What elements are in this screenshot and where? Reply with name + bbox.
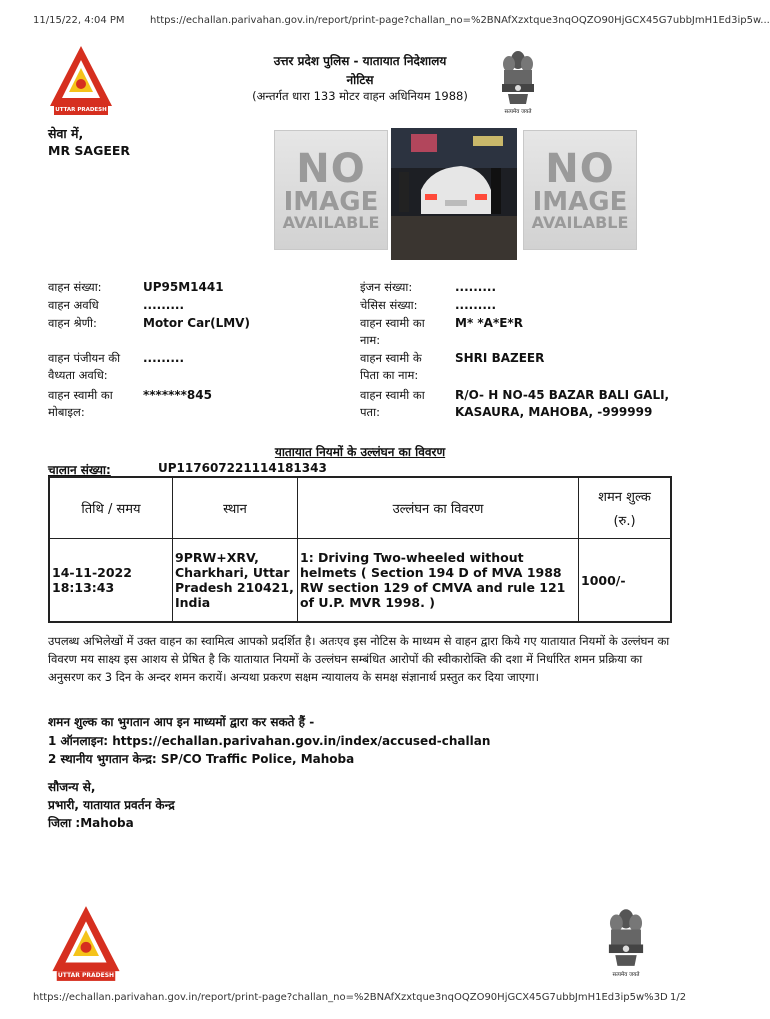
col-fine	[579, 477, 672, 539]
district	[48, 814, 134, 831]
reg-no-value: UP95M1441	[143, 280, 224, 294]
district-value: Mahoba	[80, 816, 134, 830]
chassis-value: .........	[455, 298, 497, 312]
courtesy-text: सौजन्य से,	[48, 780, 96, 794]
act-reference: (अन्तर्गत धारा 133 मोटर वाहन अधिनियम 1988)	[252, 89, 468, 103]
no-image-text: AVAILABLE	[531, 213, 629, 232]
engine-value: .........	[455, 280, 497, 294]
print-url: https://echallan.parivahan.gov.in/report/print-page?challan_no=%2BNAfXzxtque3nqOQZO90HjGCX45G7ubbJmH1Ed3ip5w...	[150, 15, 770, 26]
print-datetime: 11/15/22, 4:04 PM	[33, 15, 125, 26]
no-image-text: NO	[545, 146, 615, 192]
col-place: स्थान	[173, 477, 298, 539]
vehicle-class-value: Motor Car(LMV)	[143, 316, 250, 330]
no-image-text: IMAGE	[283, 187, 379, 217]
violation-section-title: यातायात नियमों के उल्लंघन का विवरण	[274, 445, 446, 459]
logo-caption: UTTAR PRADESH	[55, 107, 107, 113]
address-value: KASAURA, MAHOBA, -999999	[455, 405, 653, 419]
violation-fine: 1000/-	[579, 539, 672, 623]
owner-name-label: नाम:	[360, 333, 381, 347]
print-footer-url: https://echallan.parivahan.gov.in/report/print-page?challan_no=%2BNAfXzxtque3nqOQZO90HjGCX45G7ubbJmH1Ed3ip5w%3D	[33, 992, 668, 1003]
violation-time: 18:13:43	[52, 580, 115, 595]
payment-online	[48, 732, 490, 749]
father-name-label: पिता का नाम:	[360, 368, 419, 382]
traffic-directorate-logo-bottom	[50, 904, 122, 982]
owner-name-label: वाहन स्वामी का	[360, 316, 425, 330]
vehicle-age-value: .........	[143, 298, 185, 312]
payment-online-label: 1 ऑनलाइन:	[48, 734, 109, 748]
department-title: उत्तर प्रदेश पुलिस - यातायात निदेशालय	[273, 54, 447, 68]
vehicle-class-label: वाहन श्रेणी:	[48, 316, 97, 330]
notice-body-text: उपलब्ध अभिलेखों में उक्त वाहन का स्वामित्व आपको प्रदर्शित है। अतःएव इस नोटिस के माध्यम से वाहन द्वारा किये गए यातायात नियमों के उल्लंघन का विवरण मय साक्ष्य इस आशय से प्रेषित है कि यातायात नियमों के उल्लंघन सम्बंधित आरोपों की स्वीकारोक्ति की दशा में निर्धारित शमन प्रक्रिया का अनुसरण कर 3 दिन के अन्दर शमन करायें। अन्यथा प्रकरण सक्षम न्यायालय के समक्ष संज्ञानार्थ प्रस्तुत कर दिया जाएगा।	[48, 634, 670, 684]
challan-no-label: चालान संख्या:	[48, 463, 111, 477]
validity-label: वैध्यता अवधि:	[48, 368, 108, 382]
vehicle-age-label: वाहन अवधि	[48, 298, 99, 312]
violation-table	[48, 476, 672, 623]
address-label: वाहन स्वामी का	[360, 388, 425, 402]
violation-place: 9PRW+XRV, Charkhari, Uttar Pradesh 210421, India	[173, 539, 298, 623]
col-fine-title: शमन शुल्क	[598, 490, 651, 505]
father-name-value: SHRI BAZEER	[455, 351, 545, 365]
national-emblem	[498, 48, 538, 118]
father-name-label: वाहन स्वामी के	[360, 351, 422, 365]
emblem-motto: सत्यमेव जयते	[504, 109, 532, 115]
col-detail: उल्लंघन का विवरण	[298, 477, 579, 539]
no-image-text: AVAILABLE	[282, 213, 380, 232]
no-image-placeholder-right	[523, 130, 637, 250]
owner-name-value: M* *A*E*R	[455, 316, 523, 330]
emblem-motto: सत्यमेव जयते	[612, 972, 640, 978]
violation-detail: 1: Driving Two-wheeled without helmets ( Section 194 D of MVA 1988 RW section 129 of CMVA and rule 121 of U.P. MVR 1998. )	[298, 539, 579, 623]
recipient-name: MR SAGEER	[48, 143, 131, 158]
payment-local	[48, 750, 354, 767]
engine-label: इंजन संख्या:	[360, 280, 413, 294]
validity-label: वाहन पंजीयन की	[48, 351, 121, 365]
validity-value: .........	[143, 351, 185, 365]
violation-date: 14-11-2022	[52, 565, 132, 580]
no-image-placeholder-left	[274, 130, 388, 250]
no-image-text: IMAGE	[532, 187, 628, 217]
traffic-directorate-logo	[48, 44, 114, 116]
logo-caption: UTTAR PRADESH	[57, 972, 115, 979]
table-row	[49, 539, 671, 623]
address-label: पता:	[360, 405, 380, 419]
no-image-text: NO	[296, 146, 366, 192]
address-value: R/O- H NO-45 BAZAR BALI GALI,	[455, 388, 670, 402]
owner-mobile-value: *******845	[143, 388, 212, 402]
district-label: जिला :	[48, 816, 81, 830]
national-emblem-bottom	[604, 906, 648, 982]
col-fine-unit: (रु.)	[613, 514, 636, 529]
reg-no-label: वाहन संख्या:	[48, 280, 102, 294]
payment-local-label: 2 स्थानीय भुगतान केन्द्र:	[48, 752, 157, 766]
notice-title: नोटिस	[346, 73, 374, 87]
chassis-label: चेसिस संख्या:	[360, 298, 418, 312]
salutation: सेवा में,	[48, 126, 84, 141]
officer-title: प्रभारी, यातायात प्रवर्तन केन्द्र	[48, 798, 175, 812]
challan-no-value: UP117607221114181343	[158, 461, 327, 475]
payment-online-url[interactable]: https://echallan.parivahan.gov.in/index/accused-challan	[112, 734, 491, 748]
evidence-photo	[391, 128, 517, 260]
print-page-number: 1/2	[670, 992, 687, 1003]
owner-mobile-label: मोबाइल:	[48, 405, 85, 419]
table-header-row	[49, 477, 671, 539]
violation-datetime	[49, 539, 173, 623]
col-datetime: तिथि / समय	[49, 477, 173, 539]
payment-title: शमन शुल्क का भुगतान आप इन माध्यमों द्वारा कर सकते हैं -	[48, 715, 315, 729]
payment-local-value: SP/CO Traffic Police, Mahoba	[160, 752, 355, 766]
owner-mobile-label: वाहन स्वामी का	[48, 388, 113, 402]
